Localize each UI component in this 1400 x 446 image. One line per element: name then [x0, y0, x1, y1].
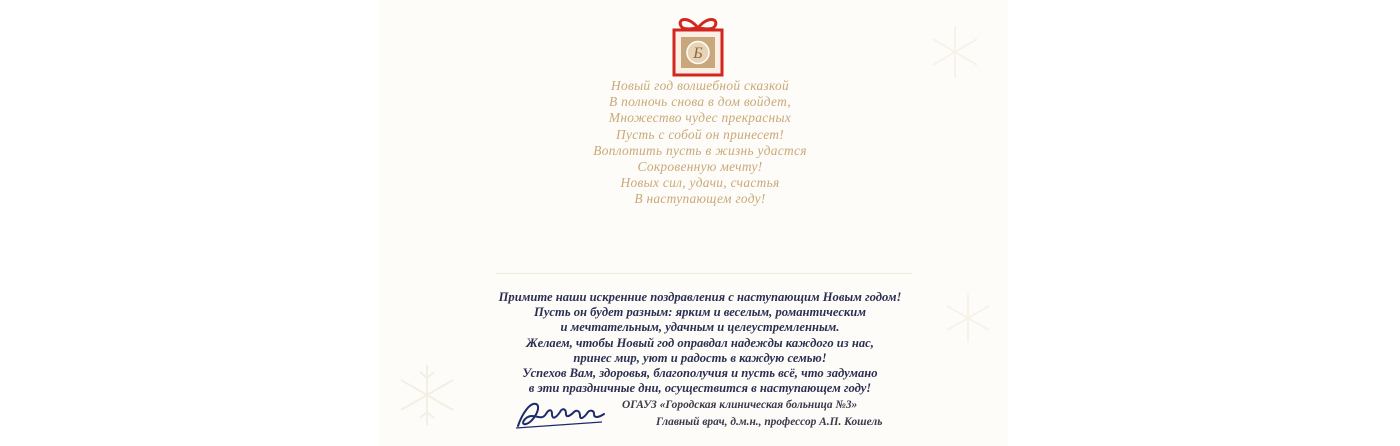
- svg-text:Б: Б: [693, 45, 703, 62]
- greeting-line: принес мир, уют и радость в каждую семью!: [573, 350, 827, 365]
- signature-block: [618, 397, 968, 431]
- poem-line: Новый год волшебной сказкой: [610, 78, 790, 93]
- greeting-block: [400, 290, 1000, 396]
- greeting-line: Желаем, чтобы Новый год оправдал надежды каждого из нас,: [526, 335, 874, 350]
- poem-line: Воплотить пусть в жизнь удастся: [593, 142, 807, 158]
- greeting-line: и мечтательным, удачным и целеустремленным.: [560, 320, 840, 335]
- divider: [496, 273, 912, 274]
- greeting-line: в эти праздничные дни, осуществится в наступающем году!: [528, 381, 872, 396]
- poem-line: В наступающем году!: [634, 191, 766, 207]
- signatory-title: Главный врач, д.м.н., профессор А.П. Кошель: [656, 416, 883, 428]
- snowflake-icon: [925, 22, 985, 82]
- poem-line: Новых сил, удачи, счастья: [620, 175, 780, 191]
- gift-box-logo-icon: [669, 14, 727, 78]
- greeting-line: Примите наши искренние поздравления с наступающим Новым годом!: [498, 290, 902, 304]
- poem-line: Пусть с собой он принесет!: [615, 126, 785, 142]
- organization-name: ОГАУЗ «Городская клиническая больница №3»: [622, 399, 858, 411]
- handwritten-signature-icon: [512, 396, 608, 432]
- poem-line: Сокровенную мечту!: [637, 159, 763, 175]
- poem-line: В полночь снова в дом войдет,: [608, 94, 792, 110]
- greeting-line: Успехов Вам, здоровья, благополучия и пусть всё, что задумано: [522, 366, 878, 381]
- poem-block: [520, 78, 880, 208]
- poem-line: Множество чудес прекрасных: [608, 110, 792, 126]
- greeting-line: Пусть он будет разным: ярким и веселым, романтическим: [534, 305, 866, 320]
